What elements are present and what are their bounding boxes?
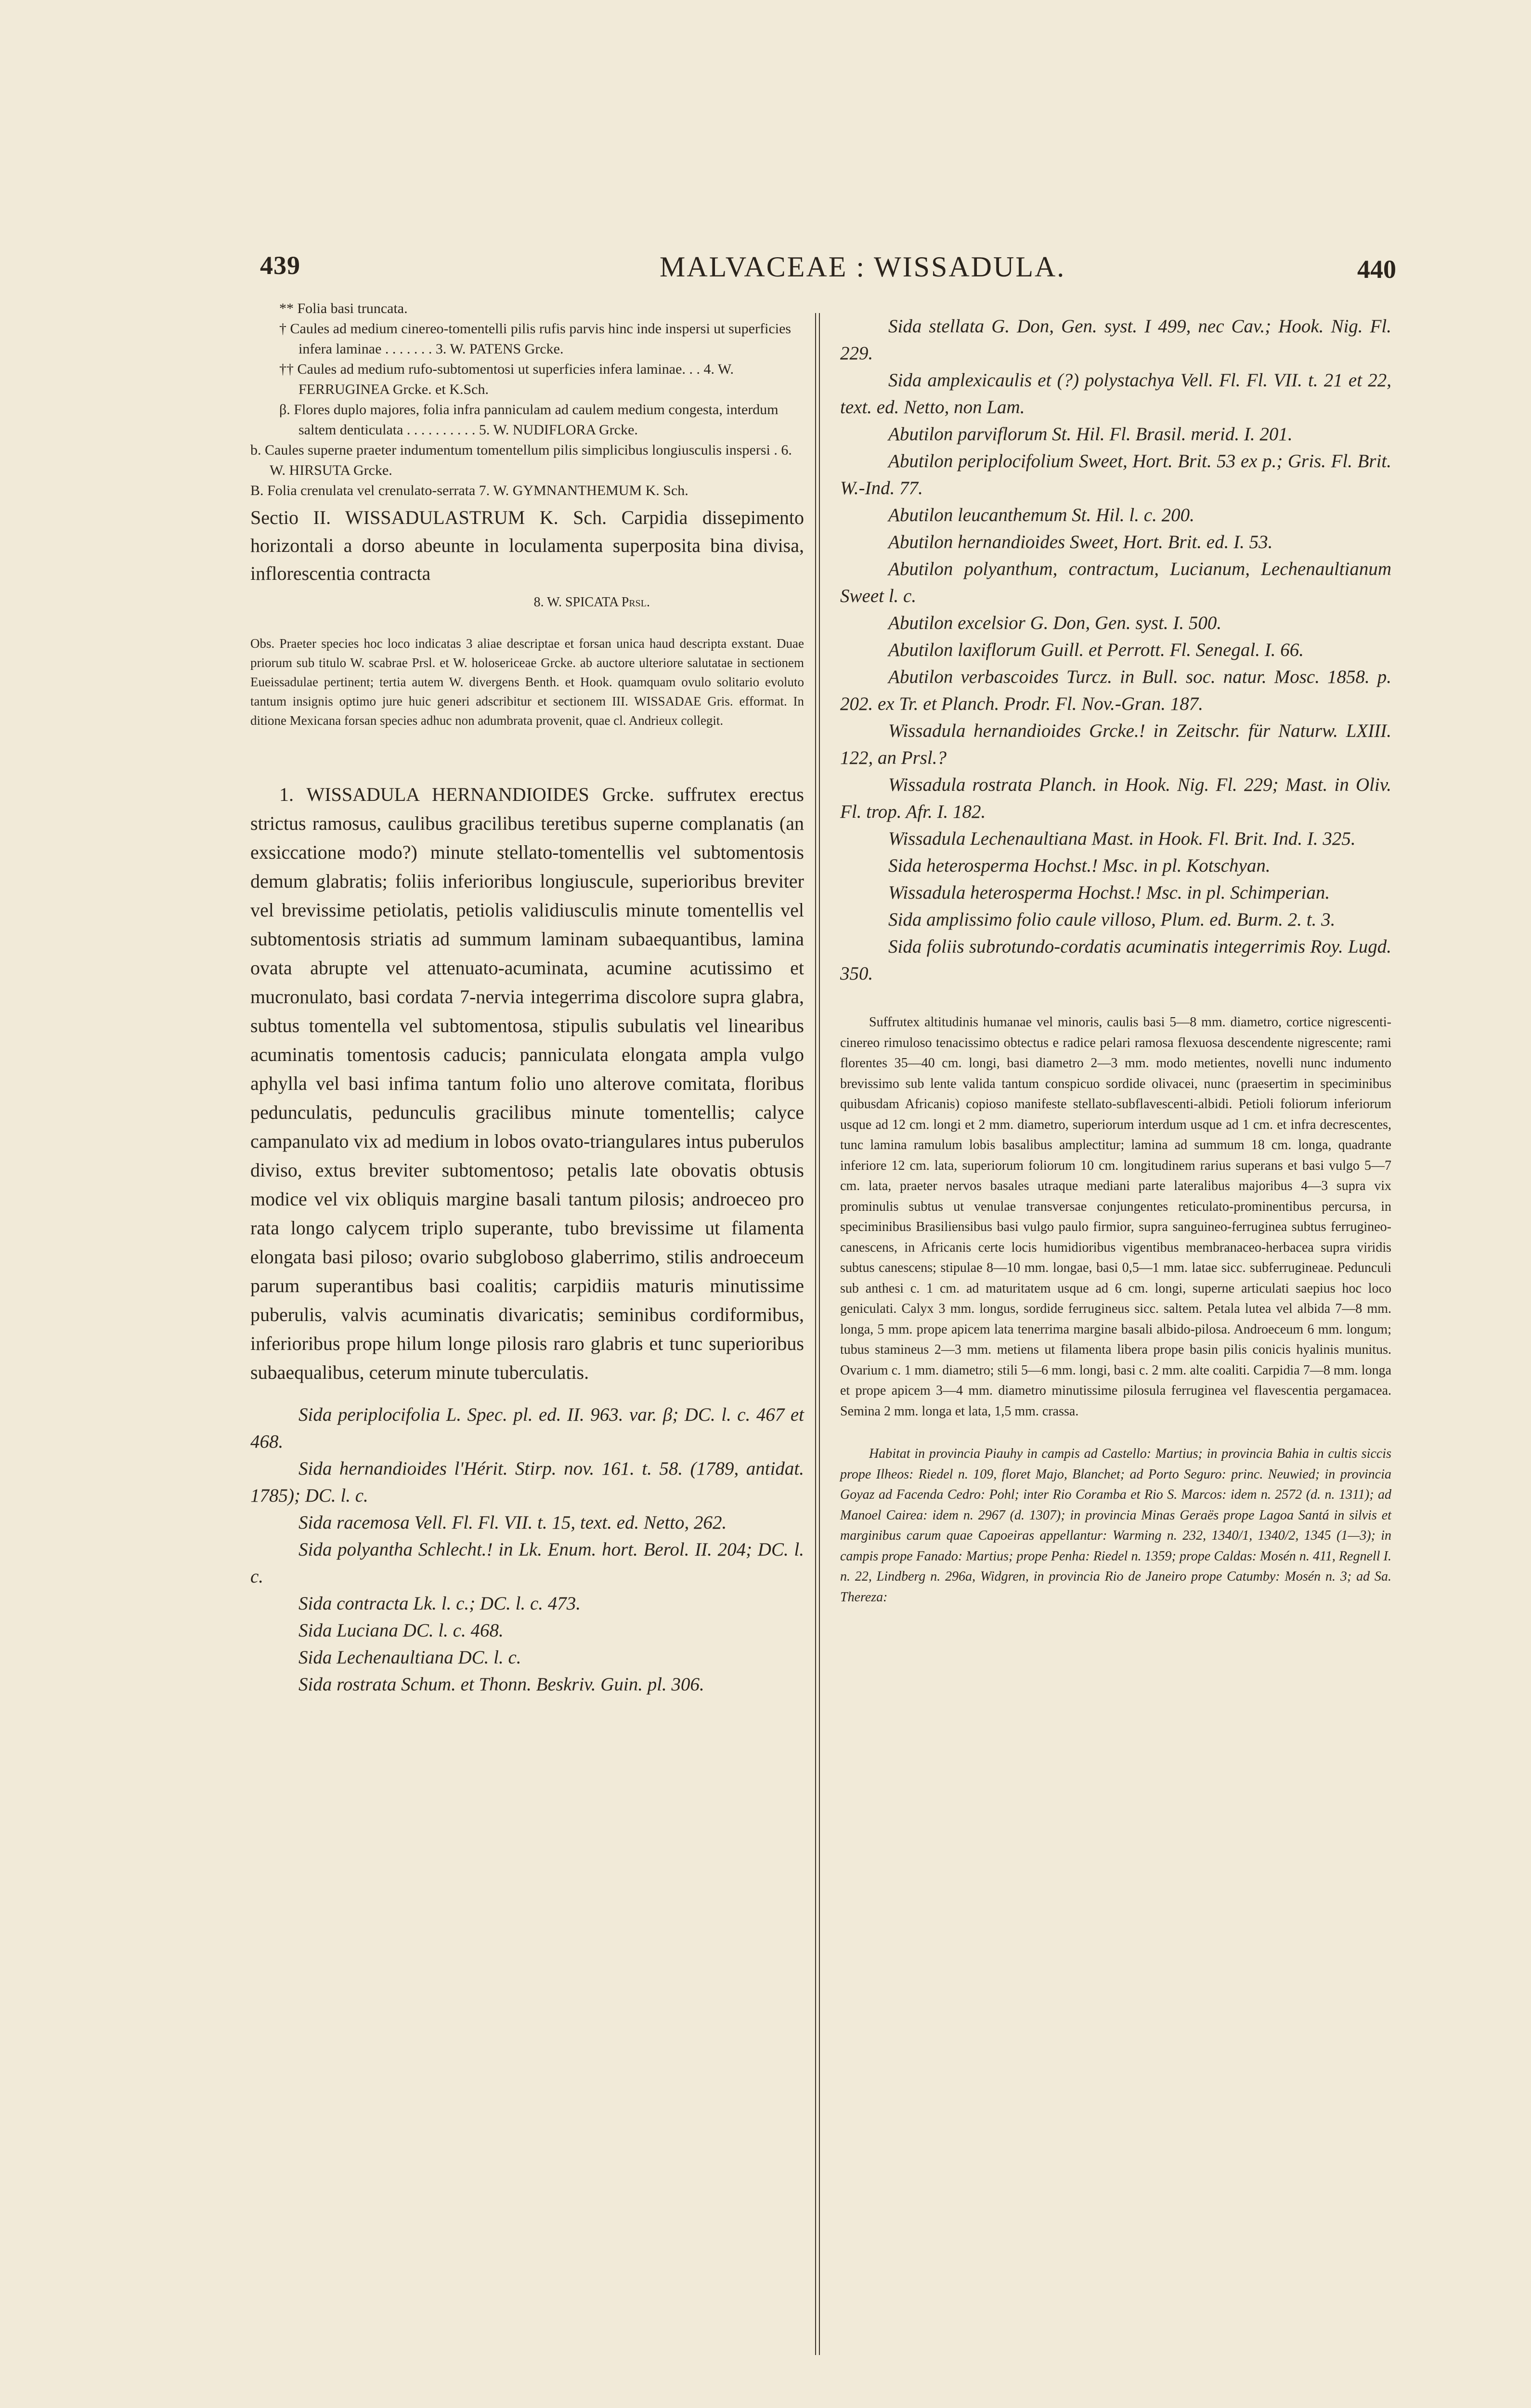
key-line: † Caules ad medium cinereo-tomentelli pilis rufis parvis hinc inde inspersi ut superficies infera laminae . . . . . . . 3. W. PATENS Grcke. (279, 321, 791, 357)
synonym: Sida Lechenaultiana DC. l. c. (298, 1647, 521, 1668)
synonym: Wissadula Lechenaultiana Mast. in Hook. Fl. Brit. Ind. I. 325. (888, 828, 1356, 849)
synonym: Abutilon verbascoides Turcz. in Bull. soc. natur. Mosc. 1858. p. 202. ex Tr. et Planch. Prodr. Fl. Nov.-Gran. 187. (840, 667, 1391, 714)
section-heading (250, 504, 804, 616)
synonym-list-right (840, 313, 1391, 987)
right-column (840, 313, 1391, 1608)
synonym: Sida stellata G. Don, Gen. syst. I 499, nec Cav.; Hook. Nig. Fl. 229. (840, 316, 1391, 364)
species-description: 1. WISSADULA HERNANDIOIDES Grcke. suffrutex erectus strictus ramosus, caulibus gracilibus teretibus superne complanatis (an exsiccatione modo?) minute stellato-tomentellis vel subtomentosis demum glabratis; foliis inferioribus longiuscule, superioribus breviter vel brevissime petiolatis, petiolis validiusculis minute tomentellis vel subtomentosis striatis ad summum laminam subaequantibus, lamina ovata abrupte vel attenuato-acuminata, acumine acutissimo et mucronulato, basi cordata 7-nervia integerrima discolore supra glabra, subtus tomentella vel subtomentosa, stipulis subulatis vel linearibus acuminatis tomentosis caducis; panniculata elongata ampla vulgo aphylla vel basi infima tantum folio uno alterove comitata, floribus pedunculatis, pedunculis gracilibus minute tomentellis; calyce campanulato vix ad medium in lobos ovato-triangulares intus puberulos diviso, extus breviter subtomentoso; petalis late obovatis obtusis modice vel vix obliquis margine basali tantum pilosis; androeceo pro rata longo calycem triplo superante, tubo brevissime ut filamenta elongata basi piloso; ovario subgloboso glaberrimo, stilis androeceum parum superantibus basi coalitis; carpidiis maturis minutissime puberulis, valvis acuminatis divaricatis; seminibus cordiformibus, inferioribus prope hilum longe pilosis raro glabris et tunc superioribus subaequalibus, ceterum minute tuberculatis. (250, 784, 804, 1383)
key-line: B. Folia crenulata vel crenulato-serrata 7. W. GYMNANTHEMUM K. Sch. (250, 483, 688, 498)
synonym: Wissadula heterosperma Hochst.! Msc. in pl. Schimperian. (888, 882, 1330, 903)
key-line: b. Caules superne praeter indumentum tomentellum pilis simplicibus longiusculis inspersi . 6. W. HIRSUTA Grcke. (250, 442, 792, 478)
running-head: MALVACEAE : WISSADULA. (660, 251, 1066, 283)
column-divider (815, 313, 820, 2355)
synonym: Abutilon periplocifolium Sweet, Hort. Brit. 53 ex p.; Gris. Fl. Brit. W.-Ind. 77. (840, 451, 1391, 498)
synonym: Sida polyantha Schlecht.! in Lk. Enum. hort. Berol. II. 204; DC. l. c. (250, 1539, 804, 1587)
observation-note: Obs. Praeter species hoc loco indicatas 3 aliae descriptae et forsan unica haud descripta exstant. Duae priorum sub titulo W. scabrae Prsl. et W. holosericeae Grcke. ab auctore ulteriore salutatae in sectionem Eueissadulae pertinent; tertia autem W. divergens Benth. et Hook. quamquam ovulo solitario evoluto tantum insignis optimo jure huic generi adscribitur et sectionem III. WISSADAE Gris. efformat. In ditione Mexicana forsan species adhuc non adumbrata provenit, quae cl. Andrieux collegit. (250, 636, 804, 728)
synonym: Sida foliis subrotundo-cordatis acuminatis integerrimis Roy. Lugd. 350. (840, 936, 1391, 984)
synonym: Abutilon laxiflorum Guill. et Perrott. Fl. Senegal. I. 66. (888, 640, 1304, 660)
section-species: 8. W. SPICATA Prsl. (533, 595, 650, 610)
synonym: Abutilon parviflorum St. Hil. Fl. Brasil. merid. I. 201. (888, 424, 1293, 445)
synonym: Abutilon hernandioides Sweet, Hort. Brit. ed. I. 53. (888, 532, 1273, 552)
synonym: Wissadula hernandioides Grcke.! in Zeitschr. für Naturw. LXIII. 122, an Prsl.? (840, 720, 1391, 768)
page-header (260, 250, 1396, 303)
synonym: Abutilon leucanthemum St. Hil. l. c. 200. (888, 505, 1194, 525)
synonym: Sida heterosperma Hochst.! Msc. in pl. Kotschyan. (888, 855, 1271, 876)
synonym: Sida hernandioides l'Hérit. Stirp. nov. 161. t. 58. (1789, antidat. 1785); DC. l. c. (250, 1458, 804, 1506)
detailed-description: Suffrutex altitudinis humanae vel minoris, caulis basi 5—8 mm. diametro, cortice nigrescenti-cinereo rimuloso tenacissimo obtectus e radice pelari ramosa flexuosa descendente nigrescente; rami florentes 35—40 cm. longi, basi diametro 2—3 mm. modo metientes, novelli nunc indumento brevissimo sub lente valida tantum conspicuo sordide olivacei, nunc (praesertim in speciminibus quibusdam Africanis) copioso manifeste stellato-subflavescenti-albidi. Petioli foliorum inferiorum usque ad 12 cm. longi et 2 mm. diametro, superiorum interdum usque ad 1 cm. et infra decrescentes, tunc lamina ramulum lobis basalibus amplectitur; lamina ad summum 18 cm. longa, quadrante inferiore 12 cm. lata, superiorum foliorum 10 cm. longitudinem rarius superans et basi vulgo 5—7 cm. lata, praeter nervos basales utraque mediani parte lateralibus majoribus 4—3 supra vix prominulis subtus ut venulae transversae conjungentes reticulato-prominentibus percursa, in speciminibus Brasiliensibus basi vulgo paulo firmior, supra sanguineo-ferruginea subtus ferrugineo-canescens, in Africanis certe locis humidioribus vigentibus membranaceo-herbacea supra viridis subtus canescens; stipulae 8—10 mm. longae, basi 0,5—1 mm. latae sicc. subferrugineae. Pedunculi sub anthesi c. 1 cm. ad maturitatem usque ad 6 cm. longi, superne articulati saepius hoc loco geniculati. Calyx 3 mm. longus, sordide ferrugineus sicc. saltem. Petala lutea vel albida 7—8 mm. longa, 5 mm. prope apicem lata tenerrima margine basali albido-pilosa. Androeceum 6 mm. longum; tubus stamineus 2—3 mm. metiens ut filamenta libera prope basin pilis conicis hyalinis munitus. Ovarium c. 1 mm. diametro; stili 5—6 mm. longi, basi c. 2 mm. alte coaliti. Carpidia 7—8 mm. longa et prope apicem 3—4 mm. diametro minutissime pilosula ferruginea vel flavescentia pergamacea. Semina 2 mm. longa et lata, 1,5 mm. crassa. (840, 1015, 1391, 1419)
key-line: †† Caules ad medium rufo-subtomentosi ut superficies infera laminae. . . 4. W. FERRUGINEA Grcke. et K.Sch. (279, 361, 734, 397)
synonym: Sida contracta Lk. l. c.; DC. l. c. 473. (298, 1593, 581, 1614)
synonym: Sida rostrata Schum. et Thonn. Beskriv. Guin. pl. 306. (298, 1674, 704, 1695)
synonym: Sida racemosa Vell. Fl. Fl. VII. t. 15, text. ed. Netto, 262. (298, 1512, 727, 1533)
page-number-right: 440 (1357, 255, 1396, 284)
key-line: β. Flores duplo majores, folia infra panniculam ad caulem medium congesta, interdum saltem denticulata . . . . . . . . . . 5. W. NUDIFLORA Grcke. (279, 402, 778, 438)
synonym: Sida periplocifolia L. Spec. pl. ed. II. 963. var. β; DC. l. c. 467 et 468. (250, 1404, 804, 1452)
synonym: Sida Luciana DC. l. c. 468. (298, 1620, 504, 1641)
section-text: Sectio II. WISSADULASTRUM K. Sch. Carpidia dissepimento horizontali a dorso abeunte in loculamenta superposita bina divisa, inflorescentia contracta (250, 507, 804, 584)
synonym: Abutilon excelsior G. Don, Gen. syst. I. 500. (888, 613, 1222, 633)
synonym: Wissadula rostrata Planch. in Hook. Nig. Fl. 229; Mast. in Oliv. Fl. trop. Afr. I. 182. (840, 774, 1391, 822)
synonym: Abutilon polyanthum, contractum, Lucianum, Lechenaultianum Sweet l. c. (840, 559, 1391, 606)
synonym-list-left (250, 1401, 804, 1698)
page-number-left: 439 (260, 251, 300, 280)
synonym: Sida amplissimo folio caule villoso, Plum. ed. Burm. 2. t. 3. (888, 909, 1336, 930)
left-column (250, 299, 804, 1698)
key-line: ** Folia basi truncata. (279, 301, 408, 316)
species-key (250, 299, 804, 501)
synonym: Sida amplexicaulis et (?) polystachya Vell. Fl. Fl. VII. t. 21 et 22, text. ed. Netto, non Lam. (840, 370, 1391, 418)
habitat-paragraph: Habitat in provincia Piauhy in campis ad Castello: Martius; in provincia Bahia in cultis siccis prope Ilheos: Riedel n. 109, floret Majo, Blanchet; ad Porto Seguro: princ. Neuwied; in provincia Goyaz ad Facenda Cedro: Pohl; inter Rio Coramba et Rio S. Marcos: idem n. 2572 (d. n. 1311); ad Manoel Cairea: idem n. 2967 (d. 1307); in provincia Minas Geraës prope Lagoa Santá in silvis et marginibus carum quae Capoeiras appellantur: Warming n. 232, 1340/1, 1340/2, 1345 (1—3); in campis prope Fanado: Martius; prope Penha: Riedel n. 1359; prope Caldas: Mosén n. 411, Regnell I. n. 22, Lindberg n. 296a, Widgren, in provincia Rio de Janeiro prope Catumby: Mosén n. 3; ad Sa. Thereza: (840, 1446, 1391, 1605)
